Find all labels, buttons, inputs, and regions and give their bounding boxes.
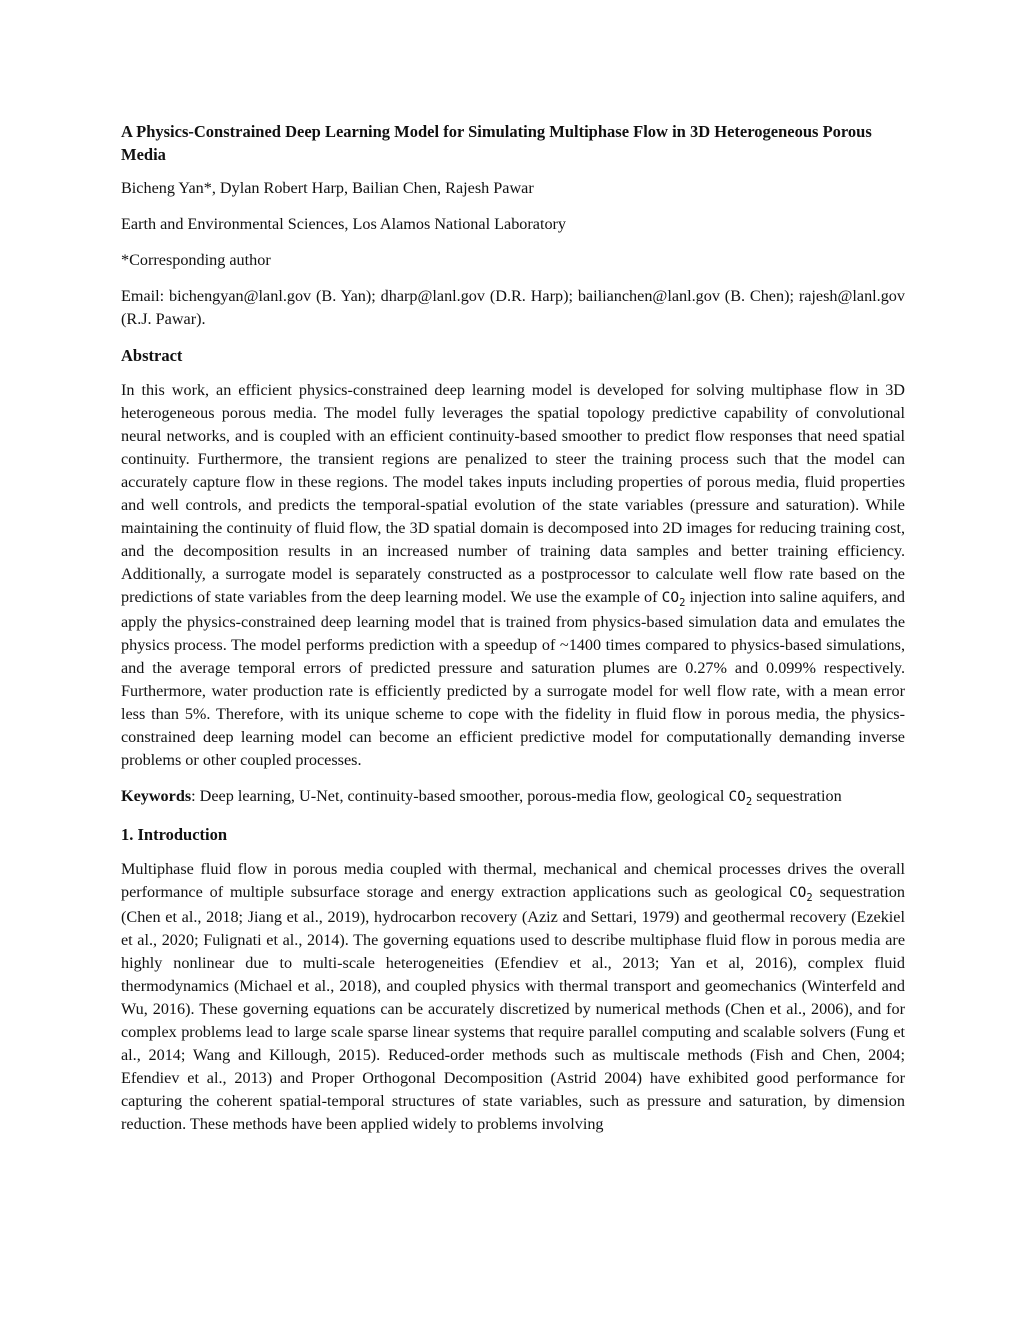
abstract-heading: Abstract [121,346,183,365]
paper-title: A Physics-Constrained Deep Learning Model for Simulating Multiphase Flow in 3D Heterogeneous Porous Media [121,122,872,164]
co-text: CO [788,885,807,901]
co2-formula [728,789,753,808]
author-list: Bicheng Yan*, Dylan Robert Harp, Bailian Chen, Rajesh Pawar [121,179,534,197]
abstract-body [121,379,905,772]
keywords-text: : Deep learning, U-Net, continuity-based smoother, porous-media flow, geological [191,787,729,805]
affiliation: Earth and Environmental Sciences, Los Alamos National Laboratory [121,215,567,233]
co2-formula [661,590,686,609]
co-text: CO [728,789,746,805]
intro-heading: 1. Introduction [121,825,228,844]
intro-text-part2: sequestration (Chen et al., 2018; Jiang et al., 2019), hydrocarbon recovery (Aziz and Settari, 1979) and geothermal recovery (Ezekiel et al., 2020; Fulignati et al., 2014). The governing equations used to describe multiphase fluid flow in porous media are highly nonlinear due to multi-scale heterogeneities (Efendiev et al., 2013; Yan et al, 2016), complex fluid thermodynamics (Michael et al., 2018), and coupled physics with thermal transport and geomechanics (Winterfeld and Wu, 2016). These governing equations can be accurately discretized by numerical methods (Chen et al., 2006), and for complex problems lead to large scale sparse linear systems that require parallel computing and scalable solvers (Fung et al., 2014; Wang and Killough, 2015). Reduced-order methods such as multiscale methods (Fish and Chen, 2004; Efendiev et al., 2013) and Proper Orthogonal Decomposition (Astrid 2004) have exhibited good performance for capturing the coherent spatial-temporal structures of state variables, such as pressure and saturation, by dimension reduction. These methods have been applied widely to problems involving [121,883,905,1133]
subscript-two: 2 [806,892,813,904]
subscript-two: 2 [745,796,753,808]
abstract-text-part2: injection into saline aquifers, and apply the physics-constrained deep learning model that is trained from physics-based simulation data and emulates the physics process. The model performs prediction with a speedup of ~1400 times compared to physics-based simulations, and the average temporal errors of predicted pressure and saturation plumes are 0.27% and 0.099% respectively. Furthermore, water production rate is efficiently predicted by a surrogate model for well flow rate, with a mean error less than 5%. Therefore, with its unique scheme to cope with the fidelity in fluid flow in porous media, the physics-constrained deep learning model can become an efficient predictive model for computationally demanding inverse problems or other coupled processes. [121,588,905,769]
paper-page [121,120,905,1149]
keywords-label: Keywords [121,787,192,805]
keywords-line [121,785,905,810]
email-line: Email: bichengyan@lanl.gov (B. Yan); dharp@lanl.gov (D.R. Harp); bailianchen@lanl.gov (B. Chen); rajesh@lanl.gov (R.J. Pawar). [121,287,905,328]
corresponding-note: *Corresponding author [121,251,271,269]
co-text: CO [661,590,680,606]
subscript-two: 2 [679,597,686,609]
intro-body [121,858,905,1136]
intro-text-part1: Multiphase fluid flow in porous media coupled with thermal, mechanical and chemical processes drives the overall performance of multiple subsurface storage and energy extraction applications such as geological [121,860,905,901]
keywords-tail: sequestration [752,787,842,805]
co2-formula [788,885,813,904]
abstract-text-part1: In this work, an efficient physics-constrained deep learning model is developed for solving multiphase flow in 3D heterogeneous porous media. The model fully leverages the spatial topology predictive capability of convolutional neural networks, and is coupled with an efficient continuity-based smoother to predict flow responses that need spatial continuity. Furthermore, the transient regions are penalized to steer the training process such that the model can accurately capture flow in these regions. The model takes inputs including properties of porous media, fluid properties and well controls, and predicts the temporal-spatial evolution of the state variables (pressure and saturation). While maintaining the continuity of fluid flow, the 3D spatial domain is decomposed into 2D images for reducing training cost, and the decomposition results in an increased number of training data samples and better training efficiency. Additionally, a surrogate model is separately constructed as a postprocessor to calculate well flow rate based on the predictions of state variables from the deep learning model. We use the example of [121,381,905,606]
